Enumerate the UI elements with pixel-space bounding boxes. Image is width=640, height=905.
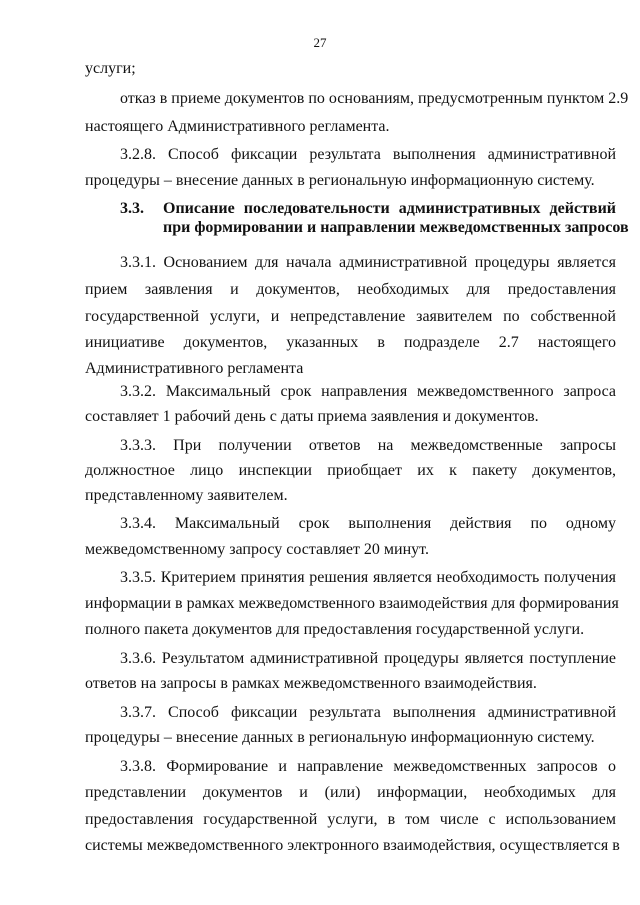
text-line: информации в рамках межведомственного взаимодействия для формирования (85, 595, 619, 612)
text-line: 3.3.1. Основанием для начала административной процедуры является (120, 254, 616, 271)
text-line: представлении документов и (или) информации, необходимых для (85, 784, 616, 801)
section-heading: Описание последовательности административных действий (163, 200, 616, 217)
text-line: 3.3.6. Результатом административной процедуры является поступление (120, 650, 616, 667)
text-line: услуги; (85, 60, 136, 77)
text-line: процедуры – внесение данных в региональную информационную систему. (85, 172, 595, 189)
text-line: должностное лицо инспекции приобщает их к пакету документов, (85, 462, 616, 479)
text-line: отказ в приеме документов по основаниям, предусмотренным пунктом 2.9 (120, 90, 629, 107)
text-line: полного пакета документов для предоставления государственной услуги. (85, 621, 585, 638)
text-line: предоставления государственной услуги, в том числе с использованием (85, 811, 616, 828)
section-heading: при формировании и направлении межведомственных запросов (163, 219, 629, 236)
text-line: 3.2.8. Способ фиксации результата выполнения административной (120, 146, 616, 163)
text-line: составляет 1 рабочий день с даты приема заявления и документов. (85, 408, 539, 425)
text-line: представленному заявителем. (85, 487, 288, 504)
text-line: ответов на запросы в рамках межведомственного взаимодействия. (85, 675, 537, 692)
text-line: Административного регламента (85, 360, 304, 377)
text-line: процедуры – внесение данных в региональную информационную систему. (85, 729, 595, 746)
text-line: 3.3.4. Максимальный срок выполнения действия по одному (120, 515, 616, 532)
text-line: 3.3.5. Критерием принятия решения является необходимость получения (120, 569, 616, 586)
text-line: инициативе документов, указанных в подразделе 2.7 настоящего (85, 334, 616, 351)
text-line: межведомственному запросу составляет 20 минут. (85, 541, 429, 558)
text-line: 3.3.8. Формирование и направление межведомственных запросов о (120, 758, 616, 775)
text-line: государственной услуги, и непредставление заявителем по собственной (85, 308, 616, 325)
text-line: 3.3.7. Способ фиксации результата выполнения административной (120, 704, 616, 721)
section-number: 3.3. (120, 200, 144, 217)
text-line: 3.3.3. При получении ответов на межведомственные запросы (120, 437, 616, 454)
text-line: 3.3.2. Максимальный срок направления межведомственного запроса (120, 383, 616, 400)
text-line: настоящего Административного регламента. (85, 118, 390, 135)
text-line: прием заявления и документов, необходимых для предоставления (85, 281, 616, 298)
page-number: 27 (313, 35, 327, 50)
text-line: системы межведомственного электронного взаимодействия, осуществляется в (85, 837, 620, 854)
